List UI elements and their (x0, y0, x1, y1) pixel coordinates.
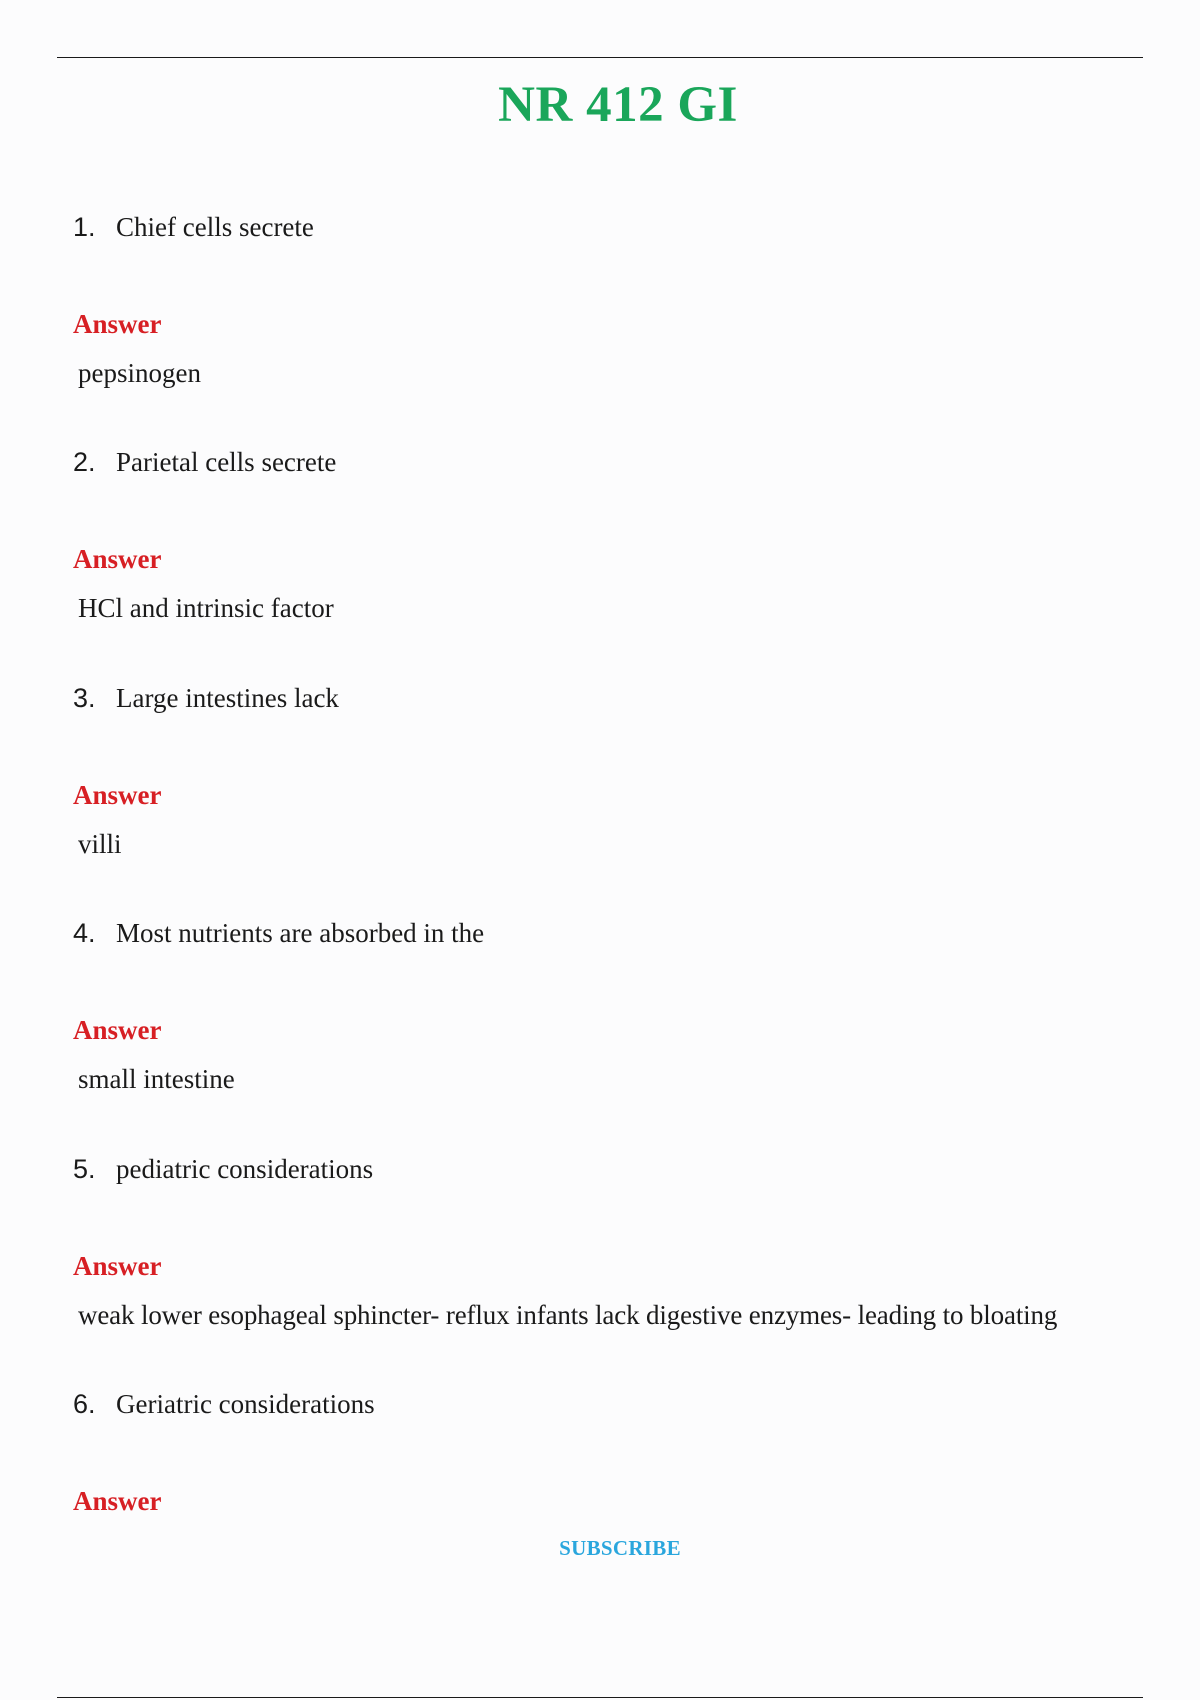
answer-text: villi (78, 829, 122, 859)
qa-item (0, 1149, 1200, 1385)
question-text: Large intestines lack (116, 683, 339, 713)
answer-text: pepsinogen (78, 358, 201, 388)
question (73, 442, 336, 482)
answer-text: small intestine (78, 1064, 235, 1094)
question-text: Most nutrients are absorbed in the (116, 918, 485, 948)
question-text: Chief cells secrete (116, 212, 314, 242)
top-divider (57, 57, 1143, 58)
answer-label: Answer (73, 309, 162, 339)
document-title: NR 412 GI (498, 77, 738, 133)
answer-label: Answer (73, 544, 162, 574)
bottom-divider (57, 1697, 1143, 1698)
qa-item (0, 207, 1200, 443)
question-number: 1. (73, 212, 96, 242)
answer-label: Answer (73, 1015, 162, 1045)
qa-item (0, 1384, 1200, 1524)
question (73, 913, 484, 953)
qa-item (0, 913, 1200, 1149)
question-text: Geriatric considerations (116, 1389, 375, 1419)
question-text: Parietal cells secrete (116, 447, 337, 477)
question-number: 2. (73, 447, 96, 477)
answer-label: Answer (73, 780, 162, 810)
question (73, 1384, 375, 1424)
subscribe-link[interactable]: SUBSCRIBE (559, 1536, 681, 1560)
question-number: 6. (73, 1389, 96, 1419)
answer-label: Answer (73, 1251, 162, 1281)
question-number: 5. (73, 1154, 96, 1184)
answer-text: HCl and intrinsic factor (78, 593, 334, 623)
question (73, 1149, 373, 1189)
question-number: 4. (73, 918, 96, 948)
answer-label: Answer (73, 1486, 162, 1516)
question-number: 3. (73, 683, 96, 713)
question (73, 207, 314, 247)
qa-item (0, 678, 1200, 914)
answer-text: weak lower esophageal sphincter- reflux infants lack digestive enzymes- leading to bloating (78, 1300, 1058, 1330)
qa-item (0, 442, 1200, 678)
question (73, 678, 339, 718)
question-text: pediatric considerations (116, 1154, 374, 1184)
